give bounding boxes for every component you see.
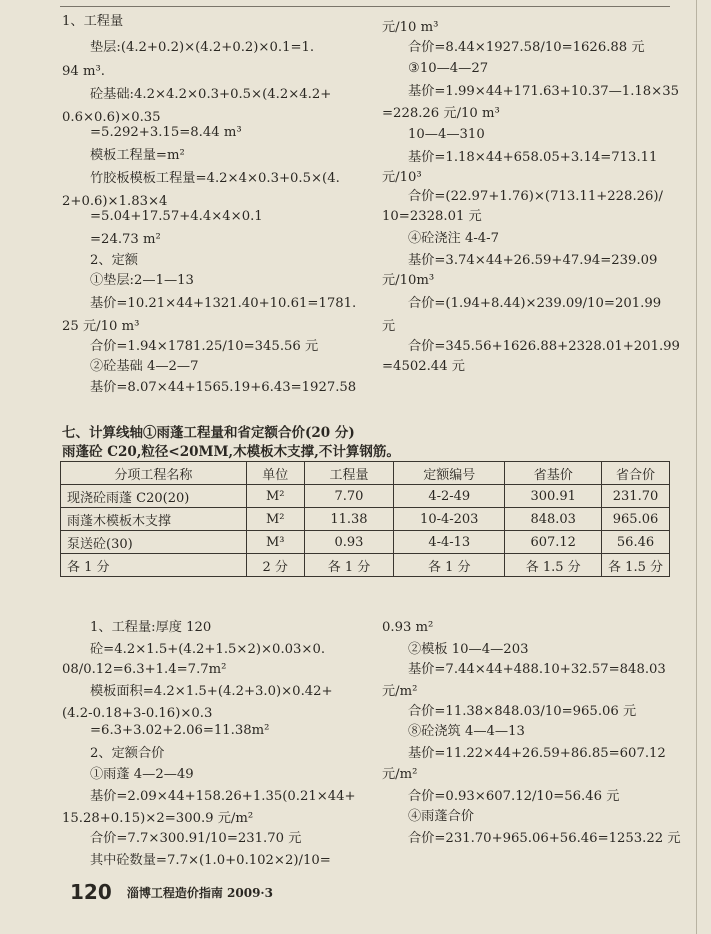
text-line: ④雨蓬合价: [408, 809, 474, 824]
text-line: 合价=7.7×300.91/10=231.70 元: [90, 831, 302, 846]
section-title: 七、计算线轴①雨蓬工程量和省定额合价(20 分): [62, 425, 355, 441]
text-line: 10—4—310: [408, 127, 485, 142]
table-cell: 现浇砼雨蓬 C20(20): [61, 485, 247, 508]
text-line: 2、定额合价: [90, 746, 165, 761]
table-header: 定额编号: [394, 462, 505, 485]
text-line: 1、工程量:厚度 120: [90, 620, 212, 635]
table-cell: 各 1.5 分: [602, 554, 670, 577]
text-line: 元/10³: [382, 170, 422, 185]
text-line: ②模板 10—4—203: [408, 642, 529, 657]
table-cell: 泵送砼(30): [61, 531, 247, 554]
text-line: 基价=3.74×44+26.59+47.94=239.09: [408, 253, 658, 268]
text-line: 合价=11.38×848.03/10=965.06 元: [408, 704, 637, 719]
text-line: ①雨蓬 4—2—49: [90, 767, 194, 782]
text-line: =5.292+3.15=8.44 m³: [90, 125, 242, 140]
text-line: 元: [382, 319, 396, 334]
text-line: ②砼基础 4—2—7: [90, 359, 199, 374]
text-line: 合价=1.94×1781.25/10=345.56 元: [90, 339, 319, 354]
page-number: 120: [70, 880, 112, 904]
table-cell: 848.03: [505, 508, 602, 531]
table-cell: 雨蓬木模板木支撑: [61, 508, 247, 531]
table-row: [61, 531, 670, 554]
table-header-row: [61, 462, 670, 485]
text-line: 基价=8.07×44+1565.19+6.43=1927.58: [90, 380, 357, 395]
text-line: 合价=8.44×1927.58/10=1626.88 元: [408, 40, 645, 55]
text-line: 15.28+0.15)×2=300.9 元/m²: [62, 811, 254, 826]
table-cell: 各 1 分: [304, 554, 393, 577]
text-line: 垫层:(4.2+0.2)×(4.2+0.2)×0.1=1.: [90, 40, 315, 55]
table-cell: 0.93: [304, 531, 393, 554]
text-line: 基价=2.09×44+158.26+1.35(0.21×44+: [90, 789, 356, 804]
table-header: 工程量: [304, 462, 393, 485]
table-cell: 10-4-203: [394, 508, 505, 531]
text-line: 25 元/10 m³: [62, 319, 140, 334]
text-line: =228.26 元/10 m³: [382, 106, 500, 121]
text-line: =6.3+3.02+2.06=11.38m²: [90, 723, 270, 738]
table-row: [61, 554, 670, 577]
text-line: =4502.44 元: [382, 359, 465, 374]
quantity-table: [60, 461, 670, 577]
text-line: 基价=1.18×44+658.05+3.14=713.11: [408, 150, 658, 165]
table-cell: M³: [246, 531, 304, 554]
text-line: 合价=0.93×607.12/10=56.46 元: [408, 789, 620, 804]
text-line: ④砼浇注 4-4-7: [408, 231, 500, 246]
text-line: 其中砼数量=7.7×(1.0+0.102×2)/10=: [90, 853, 331, 868]
table-row: [61, 485, 670, 508]
table-cell: 4-4-13: [394, 531, 505, 554]
text-line: (4.2-0.18+3-0.16)×0.3: [62, 706, 213, 721]
table-row: [61, 508, 670, 531]
publication-title: 淄博工程造价指南 2009·3: [126, 885, 273, 900]
text-line: ⑧砼浇筑 4—4—13: [408, 724, 525, 739]
text-line: 模板面积=4.2×1.5+(4.2+3.0)×0.42+: [90, 684, 333, 699]
text-line: 合价=(1.94+8.44)×239.09/10=201.99: [408, 296, 662, 311]
text-line: 合价=231.70+965.06+56.46=1253.22 元: [408, 831, 681, 846]
section-subtitle: 雨蓬砼 C20,粒径<20MM,木模板木支撑,不计算钢筋。: [62, 444, 400, 460]
table-header: 单位: [246, 462, 304, 485]
text-line: 砼=4.2×1.5+(4.2+1.5×2)×0.03×0.: [90, 642, 326, 657]
text-line: 元/10 m³: [382, 20, 439, 35]
table-cell: 300.91: [505, 485, 602, 508]
table-cell: 231.70: [602, 485, 670, 508]
text-line: 砼基础:4.2×4.2×0.3+0.5×(4.2×4.2+: [90, 87, 332, 102]
text-line: 竹胶板模板工程量=4.2×4×0.3+0.5×(4.: [90, 171, 340, 186]
table-header: 省基价: [505, 462, 602, 485]
table-cell: 各 1.5 分: [505, 554, 602, 577]
text-line: 合价=345.56+1626.88+2328.01+201.99: [408, 339, 680, 354]
text-line: 基价=7.44×44+488.10+32.57=848.03: [408, 662, 666, 677]
text-line: 08/0.12=6.3+1.4=7.7m²: [62, 662, 227, 677]
table-cell: 11.38: [304, 508, 393, 531]
table-cell: M²: [246, 485, 304, 508]
text-line: 元/m²: [382, 767, 418, 782]
text-line: =24.73 m²: [90, 232, 161, 247]
table-header: 分项工程名称: [61, 462, 247, 485]
table-cell: 56.46: [602, 531, 670, 554]
table-header: 省合价: [602, 462, 670, 485]
text-line: ③10—4—27: [408, 61, 489, 76]
table-cell: M²: [246, 508, 304, 531]
text-line: 94 m³.: [62, 64, 105, 79]
text-line: =5.04+17.57+4.4×4×0.1: [90, 209, 263, 224]
table-cell: 7.70: [304, 485, 393, 508]
top-rule: [60, 6, 670, 7]
text-line: 元/m²: [382, 684, 418, 699]
table-cell: 4-2-49: [394, 485, 505, 508]
text-line: 2、定额: [90, 253, 138, 268]
page-footer: [70, 880, 273, 904]
text-line: 0.93 m²: [382, 620, 434, 635]
text-line: 基价=11.22×44+26.59+86.85=607.12: [408, 746, 666, 761]
table-cell: 各 1 分: [394, 554, 505, 577]
text-line: 基价=10.21×44+1321.40+10.61=1781.: [90, 296, 357, 311]
text-line: 合价=(22.97+1.76)×(713.11+228.26)/: [408, 189, 663, 204]
table-cell: 各 1 分: [61, 554, 247, 577]
text-line: 10=2328.01 元: [382, 209, 482, 224]
table-cell: 607.12: [505, 531, 602, 554]
text-line: 元/10m³: [382, 273, 435, 288]
table-cell: 2 分: [246, 554, 304, 577]
text-line: 0.6×0.6)×0.35: [62, 110, 161, 125]
text-line: 模板工程量=m²: [90, 148, 185, 163]
text-line: 2+0.6)×1.83×4: [62, 194, 168, 209]
text-line: 基价=1.99×44+171.63+10.37—1.18×35: [408, 84, 679, 99]
text-line: ①垫层:2—1—13: [90, 273, 194, 288]
table-cell: 965.06: [602, 508, 670, 531]
page-edge: [696, 0, 697, 934]
text-line: 1、工程量: [62, 14, 124, 29]
